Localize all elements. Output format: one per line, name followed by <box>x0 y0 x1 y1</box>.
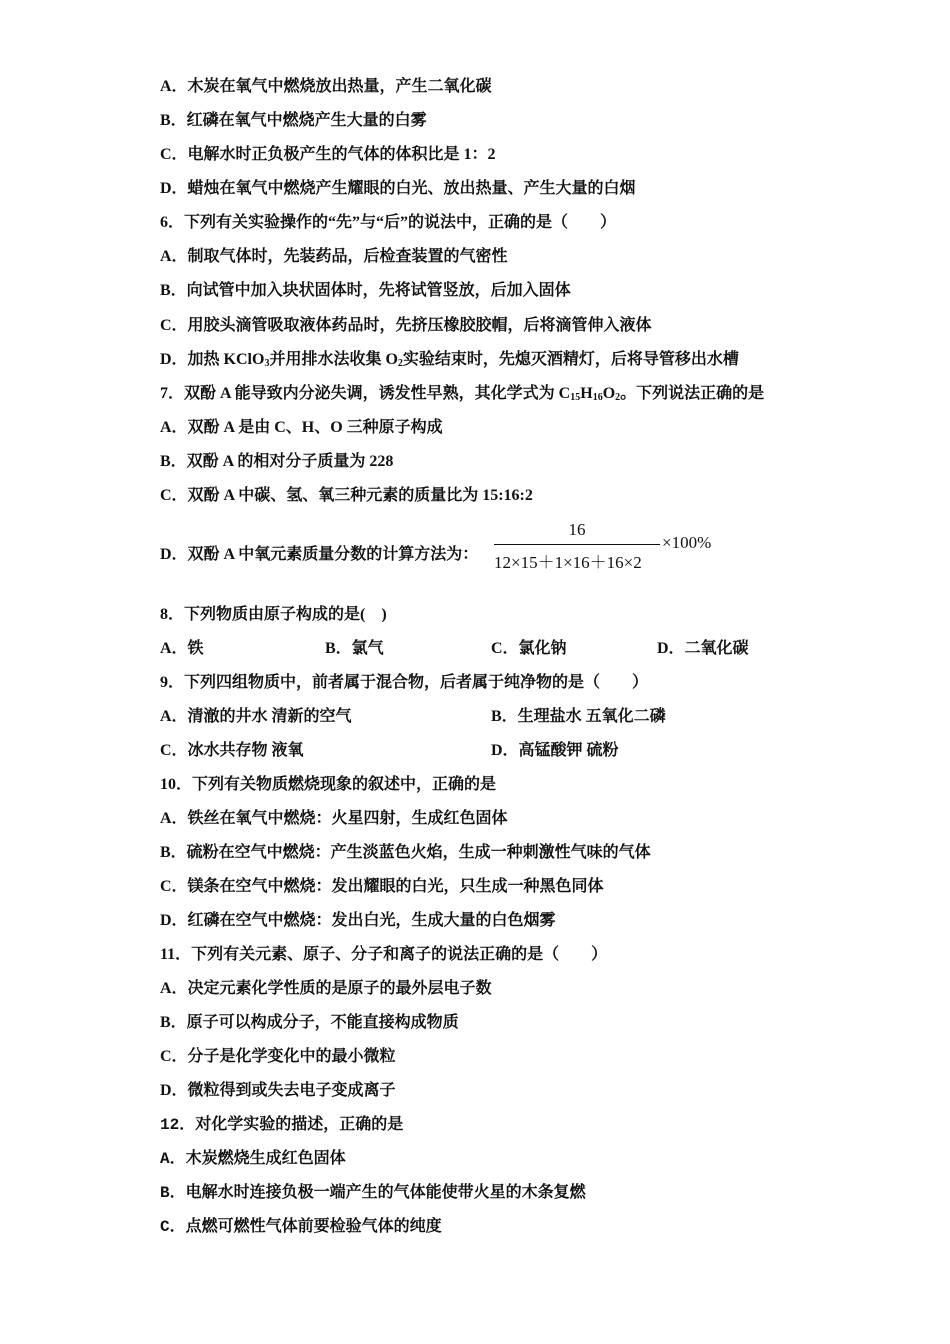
text-line: D．微粒得到或失去电子变成离子 <box>160 1082 396 1099</box>
question-7-stem <box>160 384 764 408</box>
text-line: A．木炭燃烧生成红色固体 <box>160 1150 346 1168</box>
option: A．清澈的井水 清新的空气 <box>160 708 352 725</box>
option: A．铁 <box>160 640 204 657</box>
text-line: A．决定元素化学性质的是原子的最外层电子数 <box>160 980 492 997</box>
subscript: 3 <box>264 358 270 369</box>
text-line: C．双酚 A 中碳、氢、氧三种元素的质量比为 15:16:2 <box>160 487 533 504</box>
question-6-stem: 6．下列有关实验操作的“先”与“后”的说法中，正确的是（ ） <box>160 214 617 231</box>
text-line: C．分子是化学变化中的最小微粒 <box>160 1048 396 1065</box>
text-line: C．镁条在空气中燃烧：发出耀眼的白光，只生成一种黑色同体 <box>160 878 604 895</box>
option: B．生理盐水 五氧化二磷 <box>491 708 666 725</box>
text-line: C．点燃可燃性气体前要检验气体的纯度 <box>160 1218 442 1236</box>
text-line: B．红磷在氧气中燃烧产生大量的白雾 <box>160 112 427 129</box>
question-9-options <box>160 707 860 727</box>
question-9-stem: 9．下列四组物质中，前者属于混合物，后者属于纯净物的是（ ） <box>160 674 649 691</box>
question-7-option-d: D．双酚 A 中氧元素质量分数的计算方法为： <box>160 546 479 563</box>
question-6-option-d <box>160 350 739 374</box>
numerator: 16 <box>568 520 586 539</box>
subscript: 2 <box>397 358 403 369</box>
text-line: C．用胶头滴管吸取液体药品时，先挤压橡胶胶帽，后将滴管伸入液体 <box>160 317 652 334</box>
text-line: B．双酚 A 的相对分子质量为 228 <box>160 453 394 470</box>
text-line: A．制取气体时，先装药品，后检查装置的气密性 <box>160 248 508 265</box>
text-part: 7．双酚 A 能导致内分泌失调，诱发性早熟，其化学式为 C <box>160 385 571 402</box>
text-part: 实验结束时，先熄灭酒精灯，后将导管移出水槽 <box>402 351 739 368</box>
question-9-options <box>160 741 860 761</box>
question-12-stem: 12．对化学实验的描述，正确的是 <box>160 1116 404 1134</box>
question-8-stem: 8．下列物质由原子构成的是( ) <box>160 606 387 623</box>
subscript: 15 <box>570 392 581 403</box>
text-line: A．双酚 A 是由 C、H、O 三种原子构成 <box>160 419 443 436</box>
option: D．高锰酸钾 硫粉 <box>491 742 619 759</box>
text-line: A．木炭在氧气中燃烧放出热量，产生二氧化碳 <box>160 78 492 95</box>
text-line: B．原子可以构成分子，不能直接构成物质 <box>160 1014 459 1031</box>
text-line: D．红磷在空气中燃烧：发出白光，生成大量的白色烟雾 <box>160 912 556 929</box>
percent-suffix: ×100% <box>662 533 712 552</box>
subscript: 2 <box>615 392 621 403</box>
option: D．二氧化碳 <box>657 640 749 657</box>
option: C．冰水共存物 液氧 <box>160 742 304 759</box>
text-line: A．铁丝在氧气中燃烧：火星四射，生成红色固体 <box>160 810 508 827</box>
question-8-options <box>160 639 860 659</box>
fraction-bar <box>494 544 660 545</box>
text-line: D．蜡烛在氧气中燃烧产生耀眼的白光、放出热量、产生大量的白烟 <box>160 180 636 197</box>
option: C．氯化钠 <box>491 640 567 657</box>
subscript: 16 <box>592 392 603 403</box>
denominator: 12×15＋1×16＋16×2 <box>494 553 642 572</box>
question-11-stem: 11．下列有关元素、原子、分子和离子的说法正确的是（ ） <box>160 946 608 963</box>
text-line: B．向试管中加入块状固体时，先将试管竖放，后加入固体 <box>160 282 571 299</box>
text-part: 并用排水法收集 O <box>269 351 398 368</box>
option: B．氯气 <box>325 640 384 657</box>
text-part: 。下列说法正确的是 <box>620 385 765 402</box>
text-part: O <box>602 385 616 402</box>
question-10-stem: 10．下列有关物质燃烧现象的叙述中，正确的是 <box>160 776 497 793</box>
text-part: D．加热 KClO <box>160 351 265 368</box>
text-line: B．硫粉在空气中燃烧：产生淡蓝色火焰，生成一种刺激性气味的气体 <box>160 844 651 861</box>
text-line: C．电解水时正负极产生的气体的体积比是 1：2 <box>160 146 496 163</box>
text-part: H <box>580 385 593 402</box>
text-line: B．电解水时连接负极一端产生的气体能使带火星的木条复燃 <box>160 1184 586 1202</box>
